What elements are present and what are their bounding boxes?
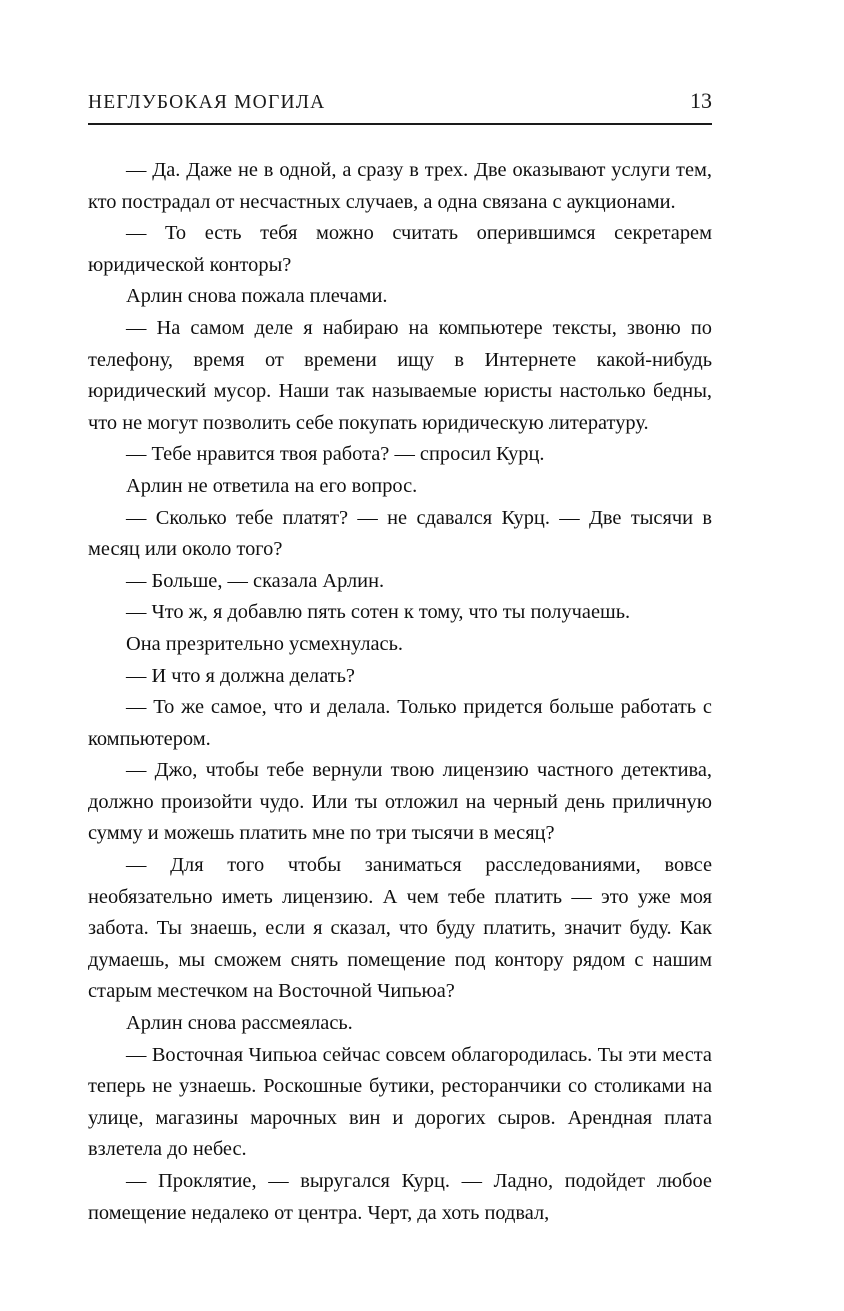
- paragraph: — То есть тебя можно считать оперившимся секретарем юридической конторы?: [88, 222, 712, 276]
- paragraph: — Для того чтобы заниматься расследованиями, вовсе необязательно иметь лицензию. А чем тебе платить — это уже моя забота. Ты знаешь, если я сказал, что буду платить, значит буду. Как думаешь, мы сможем снять помещение под контору рядом с нашим старым местечком на Восточной Чипьюа?: [88, 854, 712, 1003]
- paragraph: — Проклятие, — выругался Курц. — Ладно, подойдет любое помещение недалеко от центра. Черт, да хоть подвал,: [88, 1170, 712, 1224]
- paragraph: Она презрительно усмехнулась.: [126, 632, 404, 655]
- paragraph: Арлин не ответила на его вопрос.: [126, 474, 418, 497]
- running-title: НЕГЛУБОКАЯ МОГИЛА: [88, 92, 326, 113]
- paragraph: Арлин снова рассмеялась.: [126, 1012, 353, 1035]
- page-content: [88, 88, 712, 1229]
- paragraph: — Восточная Чипьюа сейчас совсем облагородилась. Ты эти места теперь не узнаешь. Роскошные бутики, ресторанчики со столиками на улице, магазины марочных вин и дорогих сыров. Арендная плата взлетела до небес.: [88, 1043, 712, 1161]
- paragraph: — Джо, чтобы тебе вернули твою лицензию частного детектива, должно произойти чудо. Или ты отложил на черный день приличную сумму и можешь платить мне по три тысячи в месяц?: [88, 759, 712, 845]
- paragraph: Арлин снова пожала плечами.: [126, 285, 388, 308]
- page-header: [88, 88, 712, 125]
- page-number: 13: [690, 88, 712, 113]
- paragraph: — На самом деле я набираю на компьютере тексты, звоню по телефону, время от времени ищу в Интернете какой-нибудь юридический мусор. Наши так называемые юристы настолько бедны, что не могут позволить себе покупать юридическую литературу.: [88, 316, 712, 434]
- paragraph: — Тебе нравится твоя работа? — спросил Курц.: [126, 443, 545, 466]
- paragraph: — Больше, — сказала Арлин.: [126, 569, 385, 592]
- page-body: [88, 155, 712, 1229]
- paragraph: — Что ж, я добавлю пять сотен к тому, что ты получаешь.: [126, 601, 631, 624]
- paragraph: — Сколько тебе платят? — не сдавался Курц. — Две тысячи в месяц или около того?: [88, 506, 712, 561]
- paragraph: — И что я должна делать?: [126, 664, 355, 687]
- paragraph: — Да. Даже не в одной, а сразу в трех. Две оказывают услуги тем, кто пострадал от несчастных случаев, а одна связана с аукционами.: [88, 159, 712, 213]
- paragraph: — То же самое, что и делала. Только придется больше работать с компьютером.: [88, 696, 712, 750]
